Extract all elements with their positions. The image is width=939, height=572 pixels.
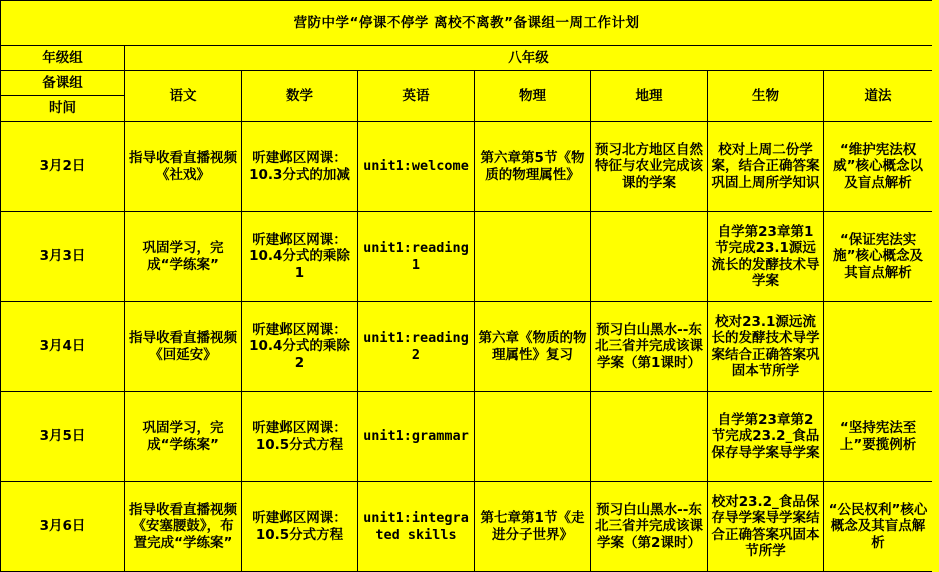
date-cell[interactable]: 3月4日 <box>1 302 125 392</box>
plan-cell-english[interactable]: unit1:reading2 <box>358 302 475 392</box>
subject-header-math[interactable]: 数学 <box>242 71 358 122</box>
plan-cell-biology[interactable]: 校对上周二份学案，结合正确答案巩固上周所学知识 <box>708 122 824 212</box>
sheet-right-edge <box>932 0 939 572</box>
plan-cell-morality-law[interactable]: “维护宪法权威”核心概念以及盲点解析 <box>824 122 933 212</box>
plan-cell-biology[interactable]: 校对23.2_食品保存导学案导学案结合正确答案巩固本节所学 <box>708 482 824 572</box>
plan-cell-math[interactable]: 听建邺区网课：10.5分式方程 <box>242 392 358 482</box>
date-cell[interactable]: 3月6日 <box>1 482 125 572</box>
table-row <box>1 482 933 572</box>
subject-header-english[interactable]: 英语 <box>358 71 475 122</box>
plan-cell-chinese[interactable]: 指导收看直播视频《回延安》 <box>125 302 242 392</box>
time-label[interactable]: 时间 <box>1 96 125 122</box>
grade-cell[interactable]: 八年级 <box>125 46 933 71</box>
plan-cell-chinese[interactable]: 指导收看直播视频《安塞腰鼓》，布置完成“学练案” <box>125 482 242 572</box>
plan-cell-chinese[interactable]: 巩固学习，完成“学练案” <box>125 392 242 482</box>
plan-cell-math[interactable]: 听建邺区网课：10.4分式的乘除1 <box>242 212 358 302</box>
date-cell[interactable]: 3月2日 <box>1 122 125 212</box>
date-cell[interactable]: 3月3日 <box>1 212 125 302</box>
plan-cell-chinese[interactable]: 指导收看直播视频《社戏》 <box>125 122 242 212</box>
plan-cell-biology[interactable]: 自学第23章第1节完成23.1源远流长的发酵技术导学案 <box>708 212 824 302</box>
subject-header-chinese[interactable]: 语文 <box>125 71 242 122</box>
page-title[interactable]: 营防中学“停课不停学 离校不离教”备课组一周工作计划 <box>1 1 933 46</box>
plan-cell-geography[interactable]: 预习白山黑水--东北三省并完成该课学案（第1课时） <box>591 302 708 392</box>
plan-cell-geography[interactable]: 预习北方地区自然特征与农业完成该课的学案 <box>591 122 708 212</box>
prep-group-label[interactable]: 备课组 <box>1 71 125 96</box>
plan-cell-english[interactable]: unit1:welcome <box>358 122 475 212</box>
plan-cell-geography[interactable]: 预习白山黑水--东北三省并完成该课学案（第2课时） <box>591 482 708 572</box>
plan-cell-biology[interactable]: 自学第23章第2节完成23.2_食品保存导学案导学案 <box>708 392 824 482</box>
subject-header-physics[interactable]: 物理 <box>475 71 591 122</box>
plan-cell-geography[interactable] <box>591 392 708 482</box>
plan-cell-morality-law[interactable]: “公民权利”核心概念及其盲点解析 <box>824 482 933 572</box>
plan-cell-physics[interactable]: 第六章《物质的物理属性》复习 <box>475 302 591 392</box>
plan-cell-morality-law[interactable] <box>824 302 933 392</box>
date-cell[interactable]: 3月5日 <box>1 392 125 482</box>
plan-cell-chinese[interactable]: 巩固学习，完成“学练案” <box>125 212 242 302</box>
plan-cell-physics[interactable]: 第七章第1节《走进分子世界》 <box>475 482 591 572</box>
plan-cell-biology[interactable]: 校对23.1源远流长的发酵技术导学案结合正确答案巩固本节所学 <box>708 302 824 392</box>
subject-header-geography[interactable]: 地理 <box>591 71 708 122</box>
plan-cell-morality-law[interactable]: “保证宪法实施”核心概念及其盲点解析 <box>824 212 933 302</box>
plan-cell-math[interactable]: 听建邺区网课：10.5分式方程 <box>242 482 358 572</box>
plan-cell-physics[interactable] <box>475 392 591 482</box>
grade-group-label[interactable]: 年级组 <box>1 46 125 71</box>
plan-cell-english[interactable]: unit1:reading1 <box>358 212 475 302</box>
subject-header-morality-law[interactable]: 道法 <box>824 71 933 122</box>
plan-cell-physics[interactable]: 第六章第5节《物质的物理属性》 <box>475 122 591 212</box>
table-row <box>1 122 933 212</box>
plan-cell-math[interactable]: 听建邺区网课：10.3分式的加减 <box>242 122 358 212</box>
table-row <box>1 302 933 392</box>
plan-cell-morality-law[interactable]: “坚持宪法至上”要揽例析 <box>824 392 933 482</box>
plan-cell-english[interactable]: unit1:integrated skills <box>358 482 475 572</box>
subject-header-biology[interactable]: 生物 <box>708 71 824 122</box>
table-row <box>1 212 933 302</box>
plan-cell-math[interactable]: 听建邺区网课：10.4分式的乘除2 <box>242 302 358 392</box>
plan-cell-geography[interactable] <box>591 212 708 302</box>
table-row <box>1 392 933 482</box>
plan-cell-english[interactable]: unit1:grammar <box>358 392 475 482</box>
plan-cell-physics[interactable] <box>475 212 591 302</box>
